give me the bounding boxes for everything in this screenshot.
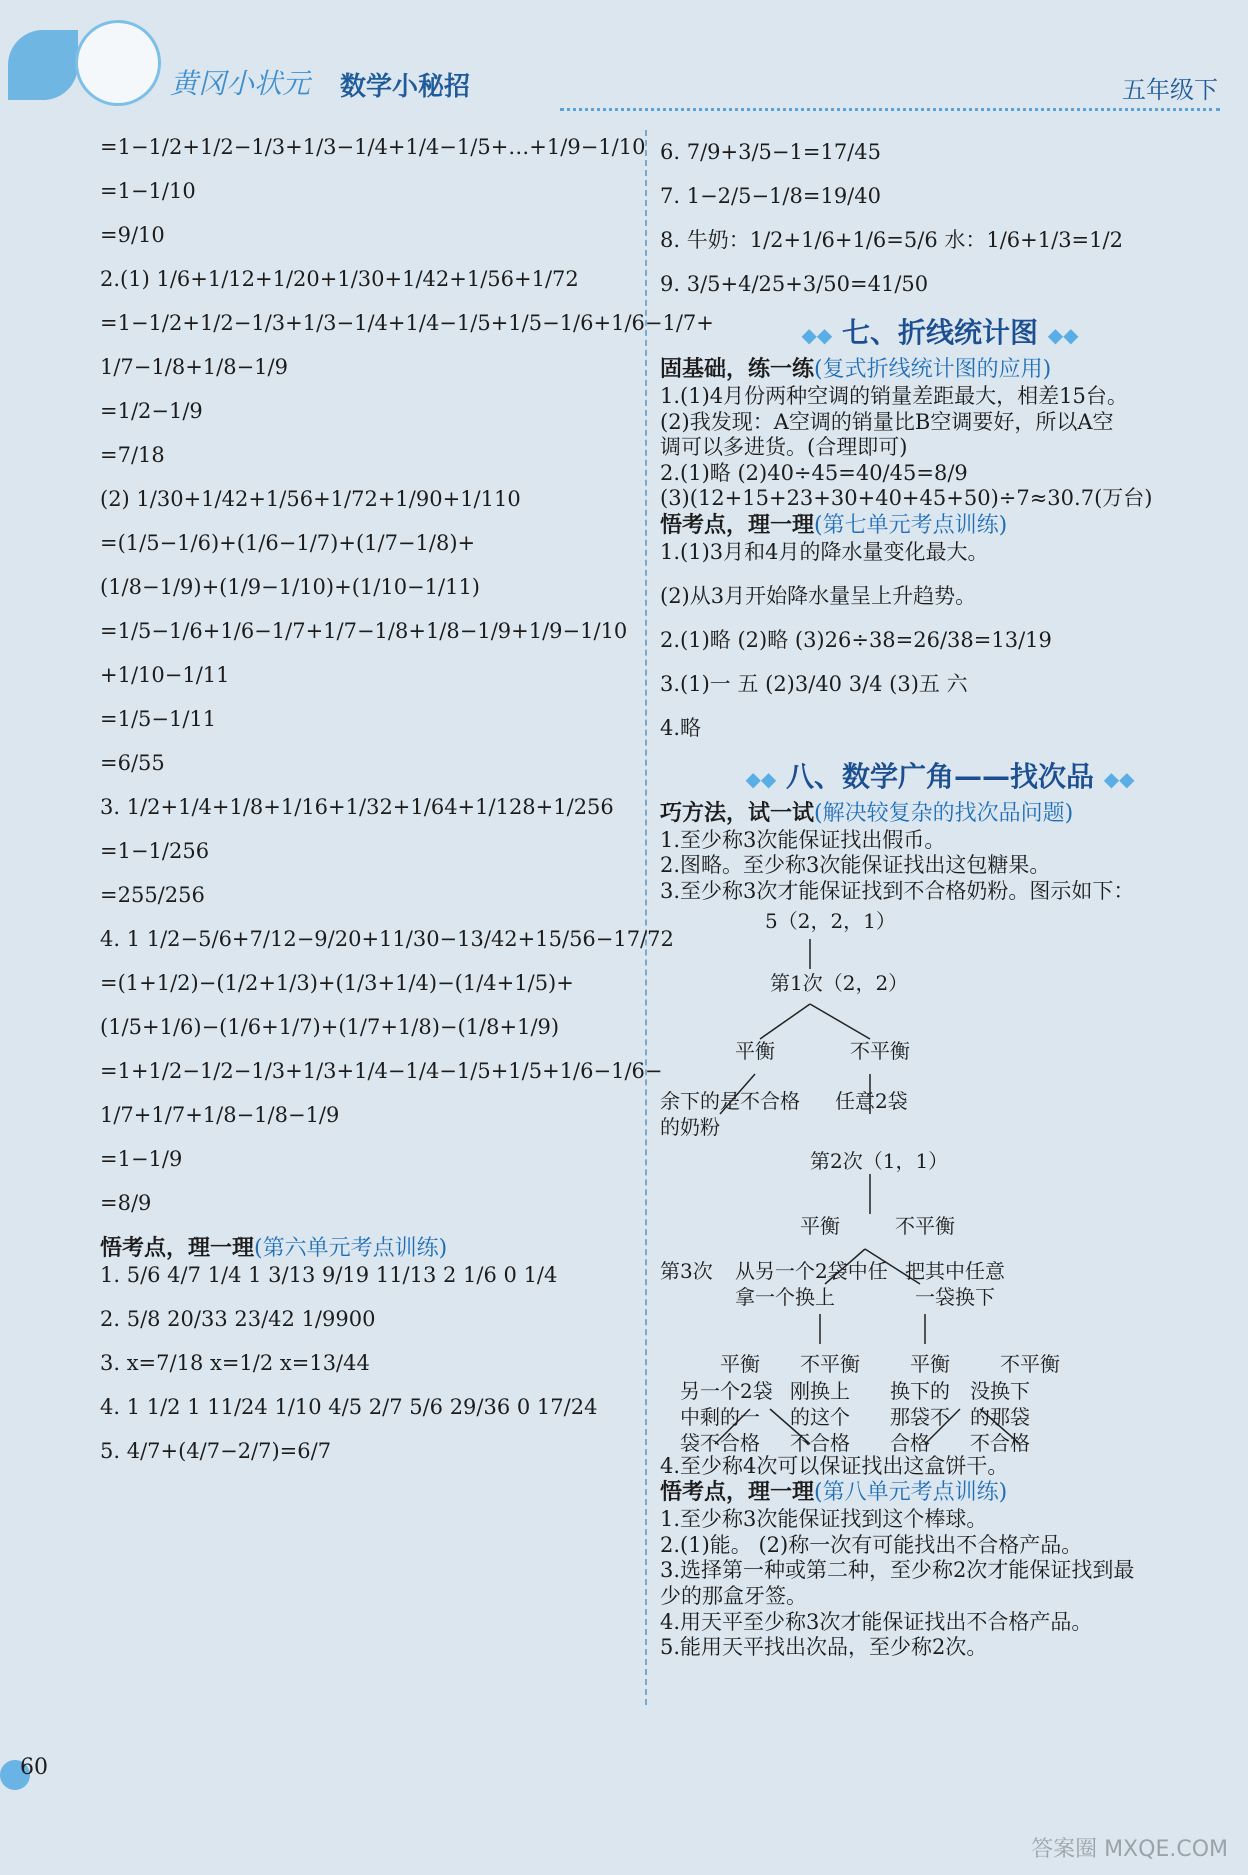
equation-line: +1/10−1/11 <box>100 663 230 687</box>
section8-title: ◆◆ 八、数学广角——找次品 ◆◆ <box>745 759 1135 793</box>
equation-line: =255/256 <box>100 883 205 907</box>
tree-result1: 余下的是不合格 <box>660 1088 800 1113</box>
answer-line: (2)我发现：A空调的销量比B空调要好，所以A空 <box>660 409 1114 434</box>
equation-line: =(1/5−1/6)+(1/6−1/7)+(1/7−1/8)+ <box>100 531 476 555</box>
weighing-tree-diagram <box>660 909 1220 1454</box>
section8-after-tree: 4.至少称4次可以保证找出这盒饼干。 <box>660 1453 1009 1478</box>
section8-method-title: 巧方法，试一试(解决较复杂的找次品问题) <box>660 800 1074 827</box>
tree-right-action: 把其中任意 <box>905 1258 1005 1283</box>
section7-title: ◆◆ 七、折线统计图 ◆◆ <box>801 316 1079 349</box>
watermark: 答案圈 MXQE.COM <box>1031 1837 1228 1862</box>
section8-review-lines <box>660 1507 1220 1661</box>
brand-name: 黄冈小状元 <box>170 67 311 100</box>
answer-line: 调可以多进货。(合理即可) <box>660 435 908 460</box>
tree-pick1: 任意2袋 <box>835 1088 908 1113</box>
answer-line: 1.(1)4月份两种空调的销量差距最大，相差15台。 <box>660 383 1128 408</box>
page-number: 60 <box>20 1755 48 1780</box>
answer-line: 2.(1)略 (2)40÷45=40/45=8/9 <box>660 460 968 485</box>
answer-line: 1.至少称3次能保证找到这个棒球。 <box>660 1507 988 1532</box>
answer-line: 3. x=7/18 x=1/2 x=13/44 <box>100 1350 370 1375</box>
answer-line: 少的那盒牙签。 <box>660 1583 807 1608</box>
answer-line: 5. 4/7+(4/7−2/7)=6/7 <box>100 1438 332 1463</box>
tree-root: 5（2，2，1） <box>765 908 896 933</box>
equation-line: =1−1/256 <box>100 839 210 863</box>
tree-step2: 第2次（1，1） <box>810 1148 949 1173</box>
diamond-icon: ◆◆ <box>1103 766 1135 791</box>
equation-line: =1−1/2+1/2−1/3+1/3−1/4+1/4−1/5+1/5−1/6+1/6−1/7+ <box>100 311 714 335</box>
tree-u3a: 不平衡 <box>800 1351 860 1376</box>
section7-practice-title: 固基础，练一练(复式折线统计图的应用) <box>660 356 1052 383</box>
answer-line: 1.至少称3次能保证找出假币。 <box>660 827 946 852</box>
tree-leaf-text: 的那袋 <box>970 1404 1030 1429</box>
equation-line: 6. 7/9+3/5−1=17/45 <box>660 140 881 164</box>
equation-line: =1/5−1/11 <box>100 707 217 731</box>
right-column <box>660 140 1220 1661</box>
section7-review-title: 悟考点，理一理(第七单元考点训练) <box>660 512 1008 539</box>
header-divider <box>560 108 1220 111</box>
tree-b3a: 平衡 <box>720 1351 760 1376</box>
tree-leaf-text: 没换下 <box>970 1378 1030 1403</box>
equation-line: 4. 1 1/2−5/6+7/12−9/20+11/30−13/42+15/56−17/72 <box>100 927 674 951</box>
equation-line: =1/5−1/6+1/6−1/7+1/7−1/8+1/8−1/9+1/9−1/10 <box>100 619 628 643</box>
answer-line: 1. 5/6 4/7 1/4 1 3/13 9/19 11/13 2 1/6 0 1/4 <box>100 1262 558 1287</box>
section6-review-title: 悟考点，理一理(第六单元考点训练) <box>100 1235 448 1261</box>
answer-line: 1.(1)3月和4月的降水量变化最大。 <box>660 539 989 564</box>
equation-line: (2) 1/30+1/42+1/56+1/72+1/90+1/110 <box>100 487 521 511</box>
section7-review-lines <box>660 540 1220 746</box>
tree-leaf-text: 中剩的一 <box>680 1404 760 1429</box>
section8-method-lines <box>660 828 1220 905</box>
diamond-icon: ◆◆ <box>1047 323 1079 347</box>
equation-line: =1/2−1/9 <box>100 399 203 423</box>
equation-line: =1−1/2+1/2−1/3+1/3−1/4+1/4−1/5+…+1/9−1/10 <box>100 135 646 159</box>
tree-leaf-text: 不合格 <box>970 1430 1030 1455</box>
answer-line: 4.略 <box>660 715 702 740</box>
answer-line: (3)(12+15+23+30+40+45+50)÷7≈30.7(万台) <box>660 486 1153 511</box>
equation-line: =6/55 <box>100 751 165 775</box>
tree-step3: 第3次 <box>660 1258 713 1283</box>
equation-line: =8/9 <box>100 1191 152 1215</box>
answer-line: 3.(1)一 五 (2)3/40 3/4 (3)五 六 <box>660 671 968 696</box>
tree-leaf-text: 的这个 <box>790 1404 850 1429</box>
section8-review-title: 悟考点，理一理(第八单元考点训练) <box>660 1479 1008 1506</box>
tree-balance2: 平衡 <box>800 1213 840 1238</box>
section7-practice-lines <box>660 384 1220 512</box>
answer-line: 3.至少称3次才能保证找到不合格奶粉。图示如下： <box>660 879 1135 904</box>
equation-line: =(1+1/2)−(1/2+1/3)+(1/3+1/4)−(1/4+1/5)+ <box>100 971 574 995</box>
equation-line: 7. 1−2/5−1/8=19/40 <box>660 184 881 208</box>
answer-line: 2.(1)略 (2)略 (3)26÷38=26/38=13/19 <box>660 627 1052 652</box>
equation-line: =9/10 <box>100 223 165 247</box>
right-top-equations <box>660 140 1220 302</box>
equation-line: =1+1/2−1/2−1/3+1/3+1/4−1/4−1/5+1/5+1/6−1/6− <box>100 1059 663 1083</box>
tree-leaf-text: 合格 <box>890 1430 930 1455</box>
equation-line: (1/8−1/9)+(1/9−1/10)+(1/10−1/11) <box>100 575 480 599</box>
answer-line: 4.用天平至少称3次才能保证找出不合格产品。 <box>660 1609 1093 1634</box>
mascot-logo-icon <box>75 20 161 106</box>
diamond-icon: ◆◆ <box>801 323 833 347</box>
tree-step1: 第1次（2，2） <box>770 970 909 995</box>
column-divider <box>645 130 647 1705</box>
tree-leaf-text: 不合格 <box>790 1430 850 1455</box>
tree-balance1: 平衡 <box>735 1038 775 1063</box>
equation-line: =1−1/9 <box>100 1147 183 1171</box>
answer-line: 3.选择第一种或第二种，至少称2次才能保证找到最 <box>660 1558 1135 1583</box>
leaf-logo-icon <box>8 30 78 100</box>
tree-unbalance1: 不平衡 <box>850 1038 910 1063</box>
equation-line: (1/5+1/6)−(1/6+1/7)+(1/7+1/8)−(1/8+1/9) <box>100 1015 560 1039</box>
diamond-icon: ◆◆ <box>745 766 777 791</box>
tree-b3b: 平衡 <box>910 1351 950 1376</box>
tree-left-action: 从另一个2袋中任 <box>735 1258 888 1283</box>
tree-leaf-text: 那袋不 <box>890 1404 950 1429</box>
tree-leaf-text: 刚换上 <box>790 1378 850 1403</box>
equation-line: 1/7+1/7+1/8−1/8−1/9 <box>100 1103 340 1127</box>
grade-label: 五年级下 <box>1122 76 1218 104</box>
equation-line: 3. 1/2+1/4+1/8+1/16+1/32+1/64+1/128+1/256 <box>100 795 614 819</box>
answer-line: 2.图略。至少称3次能保证找出这包糖果。 <box>660 853 1051 878</box>
tree-right-action-b: 一袋换下 <box>915 1284 995 1309</box>
answer-line: 4. 1 1/2 1 11/24 1/10 4/5 2/7 5/6 29/36 0 17/24 <box>100 1394 598 1419</box>
equation-line: =1−1/10 <box>100 179 196 203</box>
answer-line: (2)从3月开始降水量呈上升趋势。 <box>660 583 977 608</box>
page-header <box>0 0 1248 120</box>
equation-line: =7/18 <box>100 443 165 467</box>
section6-review-lines <box>100 1263 645 1469</box>
equation-line: 8. 牛奶：1/2+1/6+1/6=5/6 水：1/6+1/3=1/2 <box>660 228 1123 252</box>
tree-unbalance2: 不平衡 <box>895 1213 955 1238</box>
equation-line: 1/7−1/8+1/8−1/9 <box>100 355 288 379</box>
tree-leaf-text: 换下的 <box>890 1378 950 1403</box>
tree-left-action-b: 拿一个换上 <box>735 1284 835 1309</box>
tree-result1b: 的奶粉 <box>660 1114 720 1139</box>
tree-leaf-text: 袋不合格 <box>680 1430 760 1455</box>
answer-line: 5.能用天平找出次品，至少称2次。 <box>660 1635 988 1660</box>
equation-line: 2.(1) 1/6+1/12+1/20+1/30+1/42+1/56+1/72 <box>100 267 579 291</box>
tree-leaf-text: 另一个2袋 <box>680 1378 773 1403</box>
answer-line: 2.(1)能。 (2)称一次有可能找出不合格产品。 <box>660 1532 1083 1557</box>
answer-line: 2. 5/8 20/33 23/42 1/9900 <box>100 1306 376 1331</box>
brand-subtitle: 数学小秘招 <box>340 72 471 102</box>
equation-line: 9. 3/5+4/25+3/50=41/50 <box>660 272 929 296</box>
tree-u3b: 不平衡 <box>1000 1351 1060 1376</box>
